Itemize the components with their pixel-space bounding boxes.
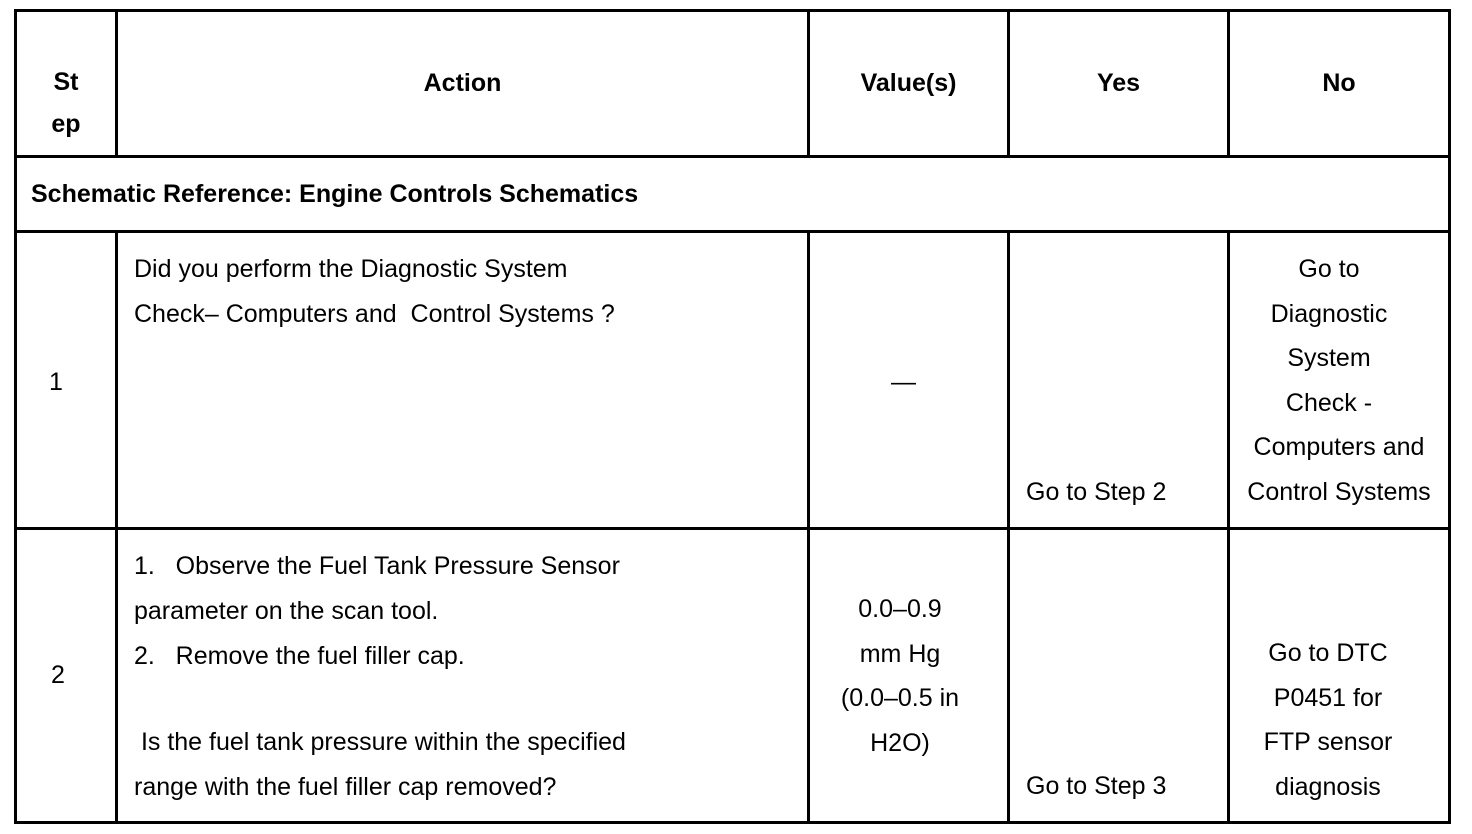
header-divider [14, 155, 1451, 158]
row1-step: 1 [49, 368, 63, 396]
header-yes: Yes [1096, 69, 1141, 97]
table-border-right [1448, 9, 1451, 824]
row1-value: — [891, 368, 916, 396]
row2-no [1218, 631, 1438, 809]
row2-action [134, 544, 799, 810]
header-no: No [1322, 69, 1356, 97]
row2-value [800, 587, 1000, 765]
row2-action-line: 2. Remove the fuel filler cap. [134, 642, 465, 670]
row1-no-line: Diagnostic [1270, 299, 1388, 328]
row2-action-line: range with the fuel filler cap removed? [134, 773, 557, 801]
row-divider [14, 527, 1451, 530]
row2-yes: Go to Step 3 [1026, 772, 1167, 800]
col-divider-step [115, 230, 118, 824]
col-divider-values [1007, 230, 1010, 824]
row1-action-line: Did you perform the Diagnostic System [134, 255, 568, 283]
header-values: Value(s) [860, 69, 957, 97]
row1-action-line: Check– Computers and Control Systems ? [134, 300, 615, 328]
row2-value-line: mm Hg [859, 639, 941, 668]
header-step [17, 61, 115, 145]
header-step-line1: St [53, 68, 79, 96]
row1-no-line: Computers and [1253, 433, 1425, 461]
row2-action-line: parameter on the scan tool. [134, 597, 439, 625]
table-border-bottom [14, 821, 1451, 824]
row2-action-line: 1. Observe the Fuel Tank Pressure Sensor [134, 552, 620, 580]
row1-no-line: Control Systems [1247, 477, 1431, 506]
row1-no-line: System [1287, 344, 1371, 372]
header-action: Action [423, 69, 502, 97]
row2-value-line: (0.0–0.5 in [840, 684, 960, 712]
row2-value-line: 0.0–0.9 [858, 595, 942, 623]
row1-yes: Go to Step 2 [1026, 478, 1167, 506]
header-step-line2: ep [51, 110, 81, 138]
row2-no-line: Go to DTC [1268, 639, 1388, 667]
schematic-divider [14, 230, 1451, 233]
row1-no-line: Check - [1285, 388, 1373, 417]
table-border-top [14, 9, 1451, 12]
row1-action [134, 247, 799, 337]
row1-no [1230, 247, 1448, 514]
row2-action-line: Is the fuel tank pressure within the specified [134, 728, 626, 756]
row1-no-line: Go to [1298, 255, 1360, 283]
row2-step: 2 [51, 661, 65, 689]
row2-value-line: H2O) [870, 728, 930, 757]
schematic-reference: Schematic Reference: Engine Controls Schematics [31, 180, 639, 208]
row2-no-line: P0451 for [1273, 683, 1383, 712]
row2-no-line: diagnosis [1275, 772, 1381, 801]
row2-no-line: FTP sensor [1263, 728, 1393, 756]
